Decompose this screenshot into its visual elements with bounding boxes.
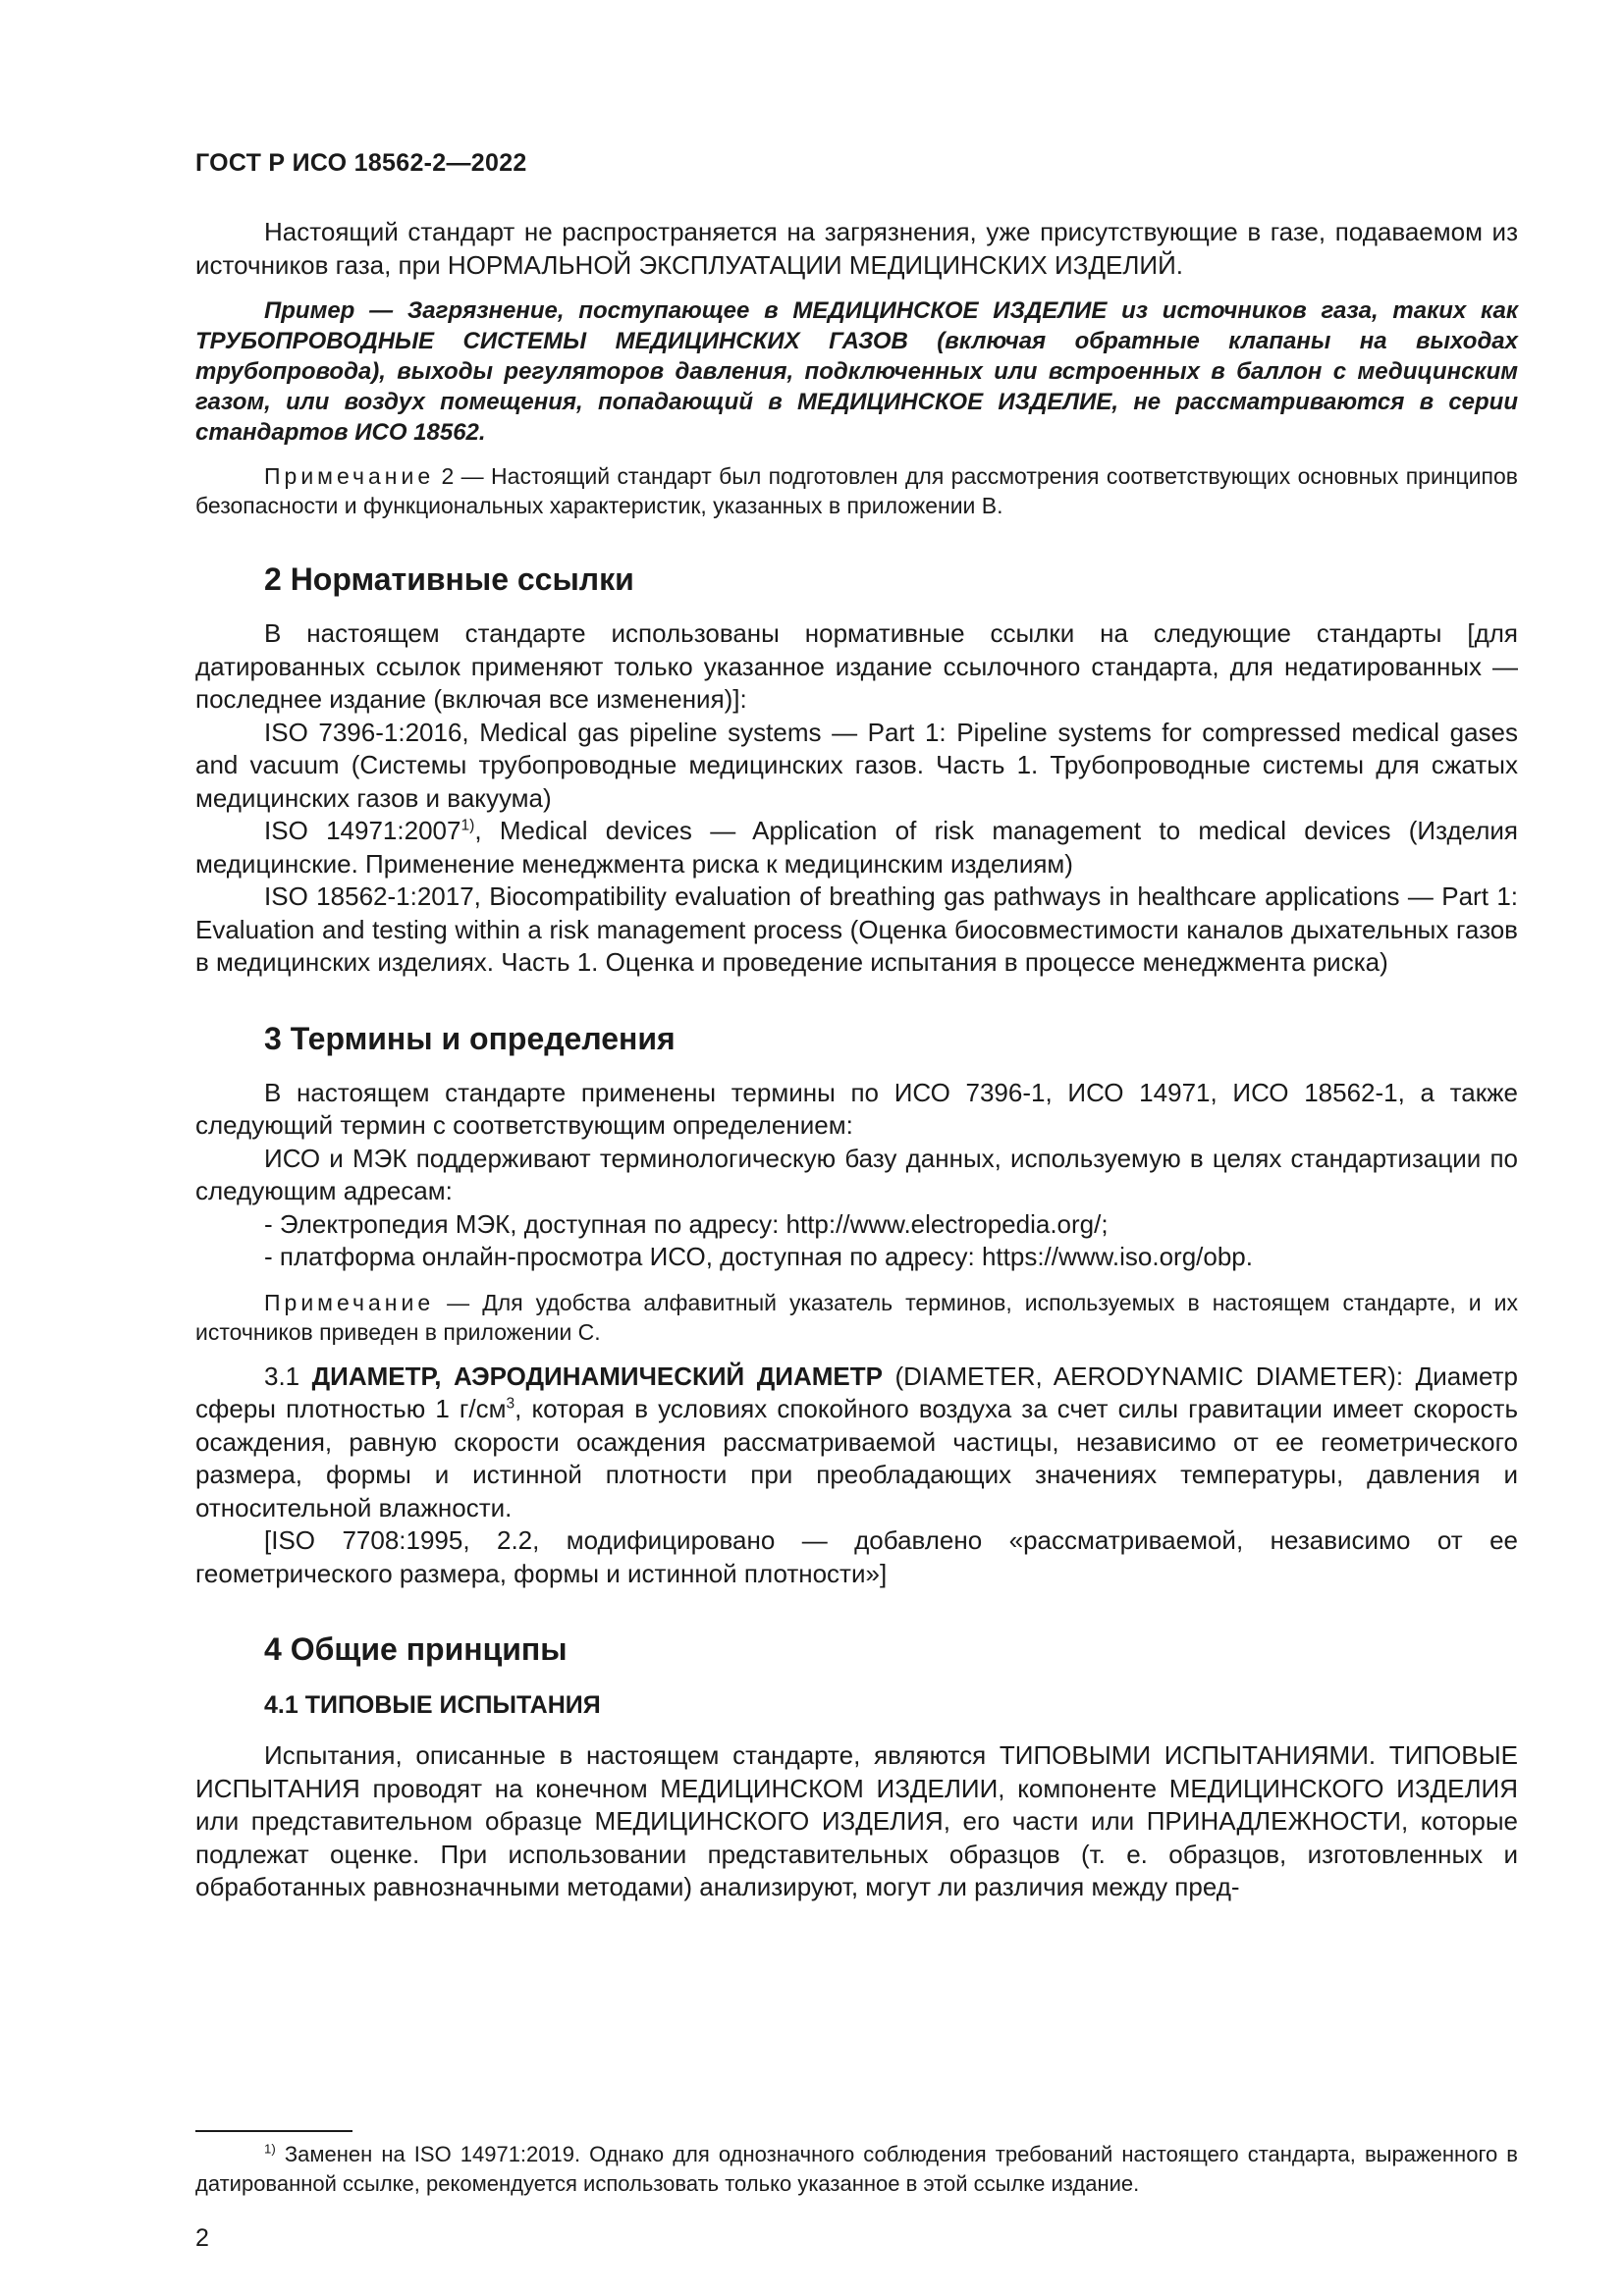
term-english: (DIAMETER, AERODYNAMIC DIAMETER): [882, 1361, 1404, 1391]
superscript-exponent: 3 [506, 1395, 515, 1413]
page-content [195, 216, 1518, 1904]
reference-iso-14971 [195, 815, 1518, 881]
footnote [195, 2140, 1518, 2199]
section-3-note [195, 1288, 1518, 1347]
footnote-text: Заменен на ISO 14971:2019. Однако для однозначного соблюдения требований настоящего стандарта, выраженного в датированной ссылке, рекомендуется использовать только указанное в этой ссылке издание. [195, 2142, 1518, 2196]
footnote-mark: 1) [264, 2141, 276, 2157]
section-2-heading: 2 Нормативные ссылки [264, 561, 634, 597]
section-3-intro: В настоящем стандарте применены термины по ИСО 7396-1, ИСО 14971, ИСО 18562-1, а также следующий термин с соответствующим определением: [195, 1077, 1518, 1140]
term-definition-start: Диаметр сферы плотностью 1 г/см [195, 1361, 1519, 1423]
note-paragraph [195, 461, 1518, 520]
reference-text: , Medical devices — Application of risk management to medical devices (Изделия медицинские. Применение менеджмента риска к медицинским изделиям) [195, 816, 1518, 879]
list-item-iso-obp: - платформа онлайн-просмотра ИСО, доступная по адресу: https://www.iso.org/obp. [264, 1242, 1253, 1271]
term-3-1 [195, 1361, 1518, 1525]
note-label: Примечание [264, 463, 435, 489]
example-paragraph: Пример — Загрязнение, поступающее в МЕДИЦИНСКОЕ ИЗДЕЛИЕ из источников газа, таких как ТРУБОПРОВОДНЫЕ СИСТЕМЫ МЕДИЦИНСКИХ ГАЗОВ (включая обратные клапаны на выходах трубопровода), выходы регуляторов давления, подключенных или встроенных в баллон с медицинским газом, или воздух помещения, попадающий в МЕДИЦИНСКОЕ ИЗДЕЛИЕ, не рассматриваются в серии стандартов ИСО 18562. [195, 297, 1518, 446]
page-number: 2 [195, 2224, 209, 2252]
section-2-intro: В настоящем стандарте использованы нормативные ссылки на следующие стандарты [для датированных ссылок применяют только указанное издание ссылочного стандарта, для недатированных — последнее издание (включая все изменения)]: [195, 618, 1518, 714]
footnote-area [195, 2130, 1518, 2199]
note-text: — Для удобства алфавитный указатель терминов, используемых в настоящем стандарте, и их источников приведен в приложении С. [195, 1289, 1518, 1345]
terminology-database-paragraph: ИСО и МЭК поддерживают терминологическую базу данных, используемую в целях стандартизации по следующим адресам: [195, 1143, 1518, 1205]
intro-paragraph: Настоящий стандарт не распространяется на загрязнения, уже присутствующие в газе, подаваемом из источников газа, при НОРМАЛЬНОЙ ЭКСПЛУАТАЦИИ МЕДИЦИНСКИХ ИЗДЕЛИЙ. [195, 217, 1518, 280]
footnote-divider [195, 2130, 352, 2132]
footnote-reference: 1) [460, 817, 475, 834]
subsection-4-1-heading: 4.1 ТИПОВЫЕ ИСПЫТАНИЯ [264, 1691, 601, 1719]
reference-code: ISO 14971:2007 [264, 816, 461, 845]
list-item-electropedia: - Электропедия МЭК, доступная по адресу: http://www.electropedia.org/; [264, 1208, 1109, 1239]
section-4-heading: 4 Общие принципы [264, 1631, 568, 1667]
section-3-heading: 3 Термины и определения [264, 1020, 676, 1056]
term-source: [ISO 7708:1995, 2.2, модифицировано — добавлено «рассматриваемой, независимо от ее геометрического размера, формы и истинной плотности»] [195, 1525, 1518, 1588]
term-definition-end: , которая в условиях спокойного воздуха за счет силы гравитации имеет скорость осаждения, равную скорости осаждения рассматриваемой частицы, независимо от ее геометрического размера, формы и истинной плотности при преобладающих значениях температуры, давления и относительной влажности. [195, 1394, 1518, 1522]
section-4-1-paragraph: Испытания, описанные в настоящем стандарте, являются ТИПОВЫМИ ИСПЫТАНИЯМИ. ТИПОВЫЕ ИСПЫТАНИЯ проводят на конечном МЕДИЦИНСКОМ ИЗДЕЛИИ, компоненте МЕДИЦИНСКОГО ИЗДЕЛИЯ или представительном образце МЕДИЦИНСКОГО ИЗДЕЛИЯ, его части или ПРИНАДЛЕЖНОСТИ, которые подлежат оценке. При использовании представительных образцов (т. е. образцов, изготовленных и обработанных равнозначными методами) анализируют, могут ли различия между пред- [195, 1740, 1518, 1901]
reference-iso-18562-1: ISO 18562-1:2017, Biocompatibility evaluation of breathing gas pathways in healthcare applications — Part 1: Evaluation and testing within a risk management process (Оценка биосовместимости каналов дыхательных газов в медицинских изделиях. Часть 1. Оценка и проведение испытания в процессе менеджмента риска) [195, 881, 1518, 977]
note-label: Примечание [264, 1289, 435, 1315]
term-number: 3.1 [264, 1361, 312, 1391]
note-text: 2 — Настоящий стандарт был подготовлен для рассмотрения соответствующих основных принципов безопасности и функциональных характеристик, указанных в приложении В. [195, 463, 1518, 518]
running-header: ГОСТ Р ИСО 18562-2—2022 [195, 149, 527, 177]
reference-iso-7396: ISO 7396-1:2016, Medical gas pipeline systems — Part 1: Pipeline systems for compressed medical gases and vacuum (Системы трубопроводные медицинских газов. Часть 1. Трубопроводные системы для сжатых медицинских газов и вакуума) [195, 717, 1518, 813]
term-name: ДИАМЕТР, АЭРОДИНАМИЧЕСКИЙ ДИАМЕТР [311, 1361, 883, 1391]
